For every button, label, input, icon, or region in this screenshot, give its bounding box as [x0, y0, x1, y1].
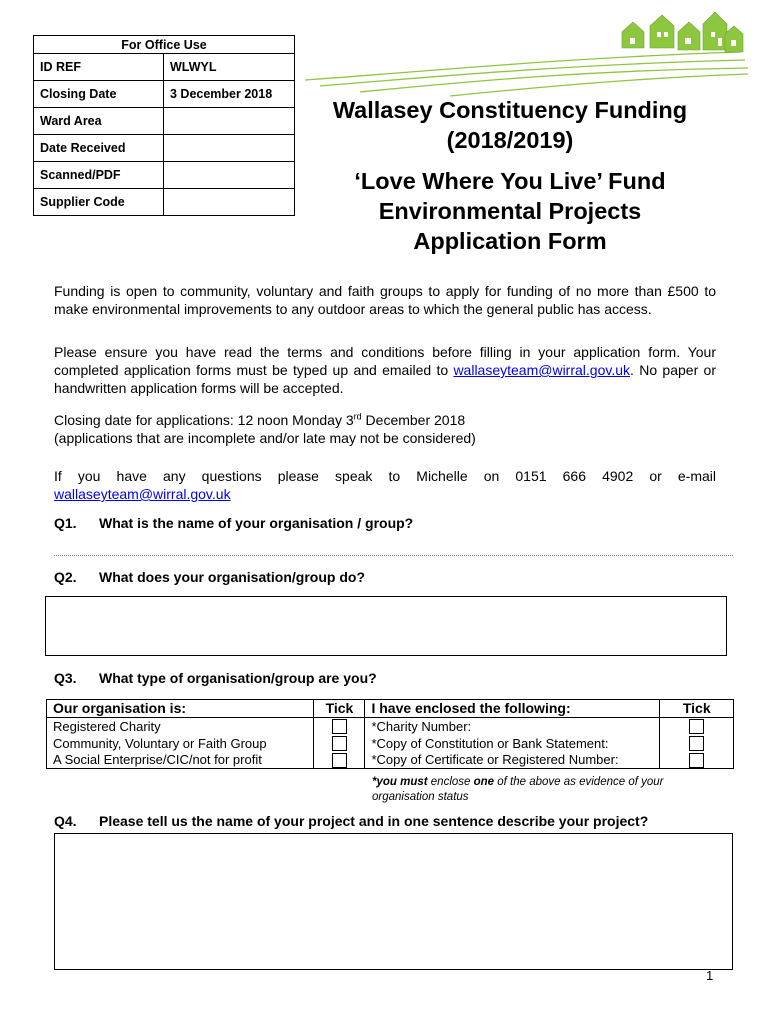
office-value-supplier-code[interactable] [164, 189, 295, 216]
checkbox-certificate[interactable] [689, 753, 704, 768]
form-subtitle [300, 166, 720, 256]
office-value-ward-area[interactable] [164, 108, 295, 135]
question-1-text: What is the name of your organisation / group? [99, 515, 414, 531]
question-4 [54, 812, 648, 830]
enclosed-tick-cell [660, 735, 734, 752]
checkbox-social-enterprise[interactable] [332, 753, 347, 768]
enclosed-tick-cell [660, 718, 734, 735]
office-value-id-ref: WLWYL [164, 54, 295, 81]
office-use-table [33, 35, 295, 216]
email-link-contact[interactable]: wallaseyteam@wirral.gov.uk [54, 486, 231, 502]
checkbox-charity-number[interactable] [689, 719, 704, 734]
evidence-note [372, 775, 712, 805]
org-type-header: Our organisation is: [47, 700, 314, 718]
houses-logo-icon [300, 8, 750, 98]
intro-paragraph-instructions [54, 343, 716, 397]
instructions-text-before: Please ensure you have read the terms and conditions before filling in your application form. Your completed application forms must be typed up and emailed to [54, 344, 716, 378]
org-tick-cell [314, 718, 365, 735]
office-value-date-received[interactable] [164, 135, 295, 162]
closing-date-note: (applications that are incomplete and/or late may not be considered) [54, 430, 476, 446]
note-one: one [473, 776, 495, 788]
note-must: *you must [372, 776, 428, 788]
page-number: 1 [706, 968, 714, 983]
instructions-text-after: . No paper or handwritten application forms will be accepted. [54, 362, 716, 396]
org-tick-cell [314, 752, 365, 769]
org-tick-cell [314, 735, 365, 752]
org-type-community-group: Community, Voluntary or Faith Group [47, 735, 314, 752]
enclosed-charity-number: *Charity Number: [365, 718, 660, 735]
question-2-number: Q2. [54, 569, 77, 585]
title-line-3: ‘Love Where You Live’ Fund [354, 168, 666, 194]
office-label-date-received: Date Received [34, 135, 164, 162]
question-3-text: What type of organisation/group are you? [99, 670, 377, 686]
question-4-text: Please tell us the name of your project and in one sentence describe your project? [99, 813, 649, 829]
enclosed-constitution: *Copy of Constitution or Bank Statement: [365, 735, 660, 752]
enclosed-tick-header: Tick [660, 700, 734, 718]
questions-contact-paragraph [54, 467, 716, 503]
office-label-scanned-pdf: Scanned/PDF [34, 162, 164, 189]
title-line-4: Environmental Projects [378, 198, 642, 224]
q2-answer-box[interactable] [45, 596, 727, 656]
title-line-1: Wallasey Constituency Funding [332, 97, 688, 123]
office-use-heading: For Office Use [34, 36, 295, 54]
note-enclose: enclose [427, 776, 474, 788]
question-1 [54, 514, 413, 532]
office-value-closing-date: 3 December 2018 [164, 81, 295, 108]
enclosed-tick-cell [660, 752, 734, 769]
note-rest: of the above as evidence of your organisation status [372, 776, 664, 803]
q4-answer-box[interactable] [54, 833, 733, 970]
office-label-supplier-code: Supplier Code [34, 189, 164, 216]
question-3 [54, 669, 377, 687]
checkbox-community-group[interactable] [332, 736, 347, 751]
enclosed-header: I have enclosed the following: [365, 700, 660, 718]
organisation-type-table [46, 699, 734, 769]
question-3-number: Q3. [54, 670, 77, 686]
checkbox-registered-charity[interactable] [332, 719, 347, 734]
org-type-social-enterprise: A Social Enterprise/CIC/not for profit [47, 752, 314, 769]
org-type-registered-charity: Registered Charity [47, 718, 314, 735]
closing-date-superscript: rd [353, 411, 362, 422]
title-line-5: Application Form [413, 228, 607, 254]
email-link-instructions[interactable]: wallaseyteam@wirral.gov.uk [453, 362, 631, 378]
office-label-closing-date: Closing Date [34, 81, 164, 108]
closing-date-text-a: Closing date for applications: 12 noon Monday 3 [54, 412, 354, 428]
questions-contact-text: If you have any questions please speak to Michelle on 0151 666 4902 or e-mail [54, 468, 716, 484]
question-1-number: Q1. [54, 515, 77, 531]
office-value-scanned-pdf[interactable] [164, 162, 295, 189]
question-2-text: What does your organisation/group do? [99, 569, 365, 585]
checkbox-constitution[interactable] [689, 736, 704, 751]
org-tick-header: Tick [314, 700, 365, 718]
form-title [300, 95, 720, 155]
intro-paragraph-funding: Funding is open to community, voluntary and faith groups to apply for funding of no more than £500 to make environmental improvements to any outdoor areas to which the general public has access. [54, 283, 716, 317]
closing-date-text-b: December 2018 [361, 412, 466, 428]
enclosed-certificate: *Copy of Certificate or Registered Number: [365, 752, 660, 769]
office-label-ward-area: Ward Area [34, 108, 164, 135]
closing-date-line [54, 411, 716, 429]
question-4-number: Q4. [54, 813, 77, 829]
question-2 [54, 568, 365, 586]
closing-date-paragraph [54, 411, 716, 447]
q1-answer-line[interactable] [54, 555, 733, 556]
title-line-2: (2018/2019) [446, 127, 574, 153]
office-label-id-ref: ID REF [34, 54, 164, 81]
